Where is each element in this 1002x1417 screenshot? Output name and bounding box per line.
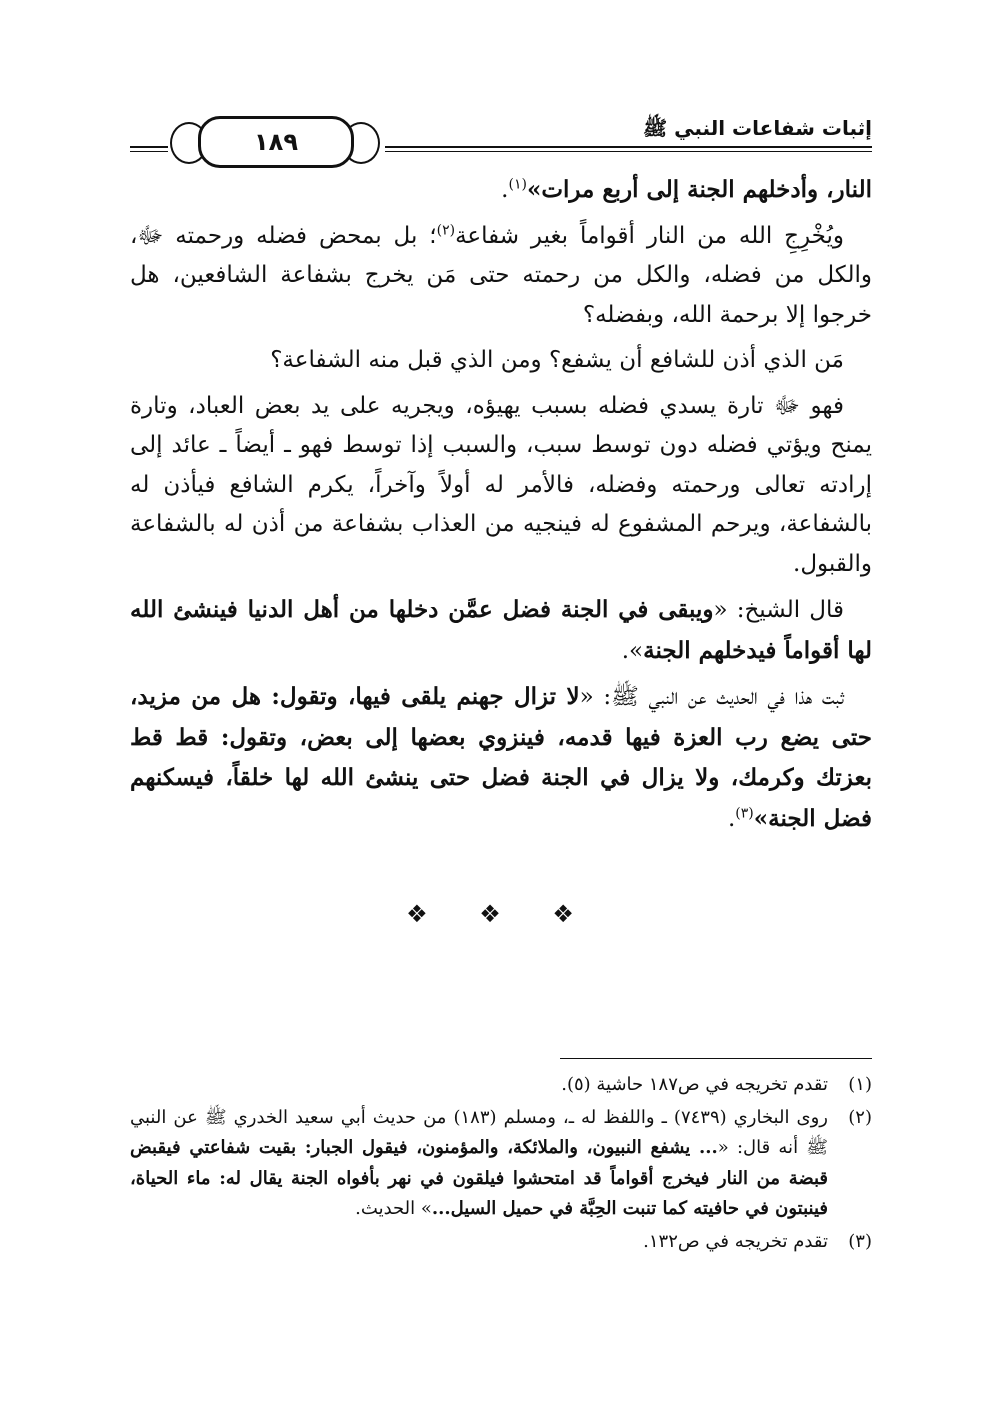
footnote [130, 1103, 872, 1225]
footnote-separator [560, 1058, 872, 1059]
paragraph-text: النار، وأدخلهم الجنة إلى أربع مرات» [526, 176, 872, 203]
section-ornament: ❖ ❖ ❖ [406, 900, 596, 928]
paragraph-text: ثبت هذا في الحديث عن النبي ﷺ: « [579, 684, 845, 710]
book-title: إثبات شفاعات النبي ﷺ [643, 116, 872, 140]
paragraph [130, 217, 872, 336]
footnote-number: (٣) [848, 1230, 872, 1252]
footnote-text-plain: روى البخاري (٧٤٣٩) ـ واللفظ له ـ، ومسلم (١٨٣) من حديث أبي سعيد الخدري ﷺ عن النبي ﷺ أنه قال: « [130, 1106, 828, 1158]
punctuation: . [501, 177, 509, 203]
paragraph-text: قال الشيخ: « [713, 597, 845, 623]
quoted-text: ويبقى في الجنة فضل عمَّن دخلها من أهل الدنيا فينشئ الله لها أقواماً فيدخلهم الجنة [130, 596, 872, 664]
header-rule [130, 146, 168, 148]
page-number: ١٨٩ [198, 116, 354, 168]
footnote-text [130, 1103, 828, 1225]
paragraph: فهو ﷻ تارة يسدي فضله بسبب يهيؤه، ويجريه على يد بعض العباد، وتارة يمنح ويؤتي فضله دون توسط سبب، والسبب إذا توسط فهو ـ أيضاً ـ عائد إلى إرادته تعالى ورحمته وفضله، فالأمر له أولاً وآخراً، يكرم الشافع فيأذن له بالشفاعة، ويرحم المشفوع له فينجيه من العذاب بشفاعة من أذن له بالشفاعة والقبول. [130, 392, 872, 577]
footnote-number: (١) [848, 1074, 872, 1095]
footnote-ref: (١) [508, 176, 527, 193]
main-text [130, 170, 872, 845]
footnote [130, 1070, 872, 1101]
paragraph [130, 677, 872, 839]
footnote-ref: (٢) [436, 221, 456, 238]
footnotes [130, 1070, 872, 1259]
footnote-number: (٢) [848, 1106, 872, 1128]
footnote-text: تقدم تخريجه في ص١٨٧ حاشية (٥). [561, 1074, 828, 1095]
punctuation: . [727, 805, 736, 832]
punctuation: ». [621, 637, 644, 664]
footnote-text-tail: » الحديث. [355, 1198, 432, 1219]
header-rule [385, 146, 872, 148]
paragraph: مَن الذي أذن للشافع أن يشفع؟ ومن الذي قبل منه الشفاعة؟ [270, 347, 844, 373]
footnote-ref: (٣) [735, 804, 754, 821]
paragraph [130, 170, 872, 211]
footnote-hadith: ... يشفع النبيون، والملائكة، والمؤمنون، فيقول الجبار: بقيت شفاعتي فيقبض قبضة من النار فيخرج أقواماً قد امتحشوا فيلقون في نهر بأفواه الجنة يقال له: ماء الحياة، فينبتون في حافيته كما تنبت الحِبَّة في حميل السيل... [130, 1137, 828, 1219]
footnote [130, 1227, 872, 1258]
paragraph-text: ؛ بل بمحض فضله ورحمته ﷻ، والكل من فضله، والكل من رحمته حتى مَن يخرج بشفاعة الشافعين، هل خرجوا إلا برحمة الله، وبفضله؟ [130, 222, 872, 328]
punctuation: » [753, 804, 769, 832]
paragraph [130, 590, 872, 671]
hadith-quote: لا تزال جهنم يلقى فيها، وتقول: هل من مزيد، حتى يضع رب العزة فيها قدمه، فينزوي بعضها إلى بعض، وتقول: قط قط بعزتك وكرمك، ولا يزال في الجنة فضل حتى ينشئ الله لها خلقاً، فيسكنهم فضل الجنة [130, 683, 872, 832]
page-header [130, 110, 872, 158]
footnote-text: تقدم تخريجه في ص١٣٢. [643, 1230, 828, 1252]
paragraph-text: ويُخْرِجِ الله من النار أقواماً بغير شفاعة [455, 222, 845, 249]
header-rule [385, 151, 872, 152]
header-rule [130, 151, 168, 152]
